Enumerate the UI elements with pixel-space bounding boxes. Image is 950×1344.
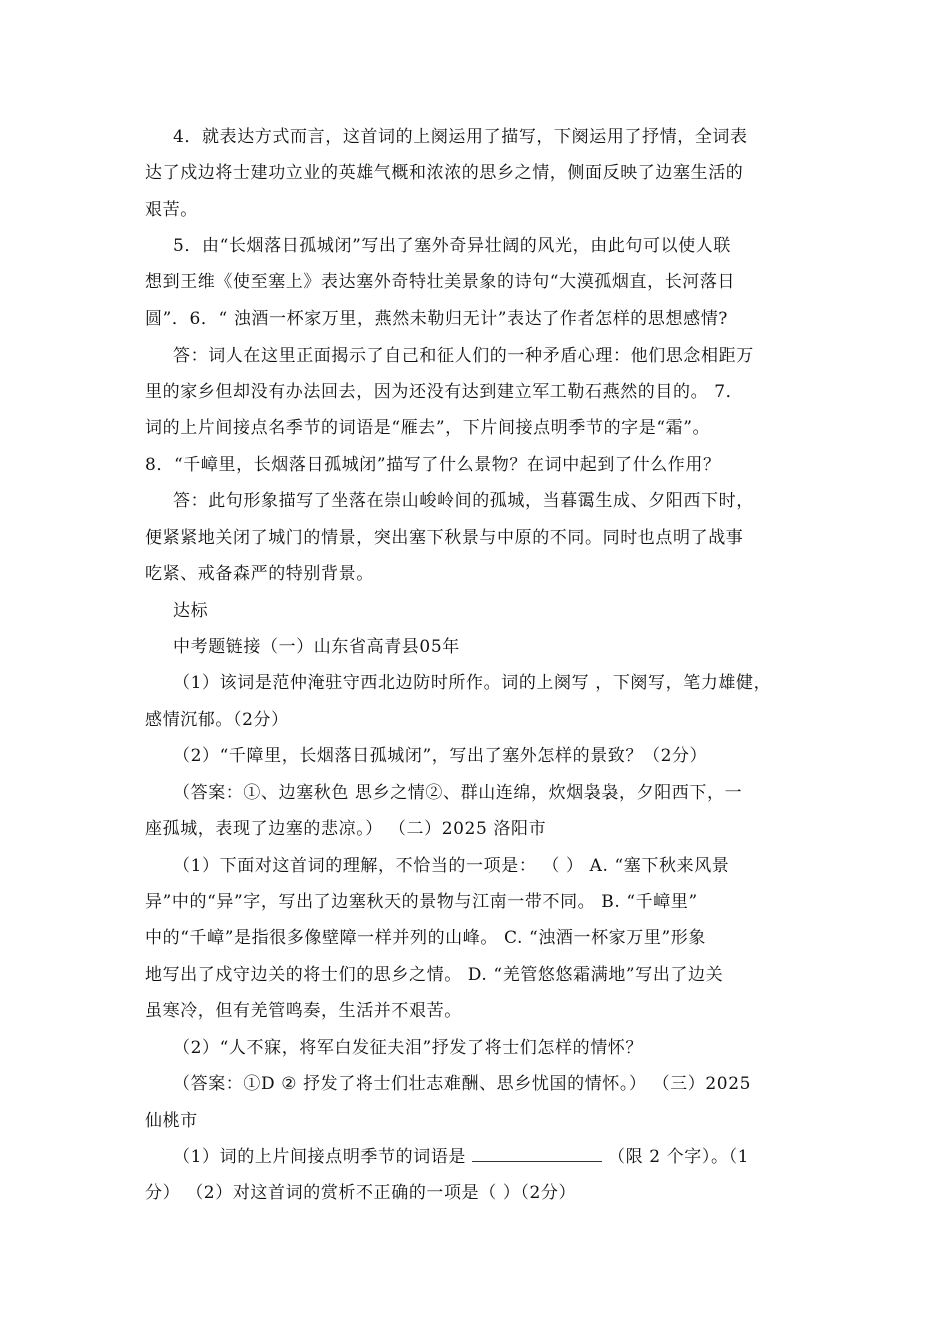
text-line: 答：此句形象描写了坐落在崇山峻岭间的孤城，当暮霭生成、夕阳西下时， (173, 491, 754, 511)
text-line: 4．就表达方式而言，这首词的上阕运用了描写，下阕运用了抒情，全词表 (173, 127, 748, 147)
text-line: 分） （2）对这首词的赏析不正确的一项是（ ）（2分） (145, 1183, 577, 1203)
text-line: 中的“千嶂”是指很多像壁障一样并列的山峰。 C. “浊酒一杯家万里”形象 (145, 928, 706, 948)
text-line: 想到王维《使至塞上》表达塞外奇特壮美景象的诗句“大漠孤烟直，长河落日 (145, 272, 736, 292)
text-line (173, 1146, 749, 1168)
text-line: （2）“千障里，长烟落日孤城闭”，写出了塞外怎样的景致？（2分） (173, 746, 708, 766)
text-line: （1）该词是范仲淹驻守西北边防时所作。词的上阕写 ，下阕写，笔力雄健， (173, 673, 772, 693)
text-line: 词的上片间接点名季节的词语是“雁去”，下片间接点明季节的字是“霜”。 (145, 418, 711, 438)
question-text: （限 2 个字）。（1 (608, 1147, 750, 1167)
text-line: 中考题链接（一）山东省高青县05年 (173, 637, 460, 657)
text-line: 座孤城，表现了边塞的悲凉。） （二）2025 洛阳市 (145, 819, 547, 839)
text-line: 地写出了戍守边关的将士们的思乡之情。 D. “羌管悠悠霜满地”写出了边关 (145, 965, 724, 985)
question-text: （1）词的上片间接点明季节的词语是 (173, 1147, 467, 1167)
text-line: 8．“千嶂里，长烟落日孤城闭”描写了什么景物？在词中起到了什么作用？ (145, 455, 721, 475)
text-line: 里的家乡但却没有办法回去，因为还没有达到建立军工勒石燕然的目的。 7． (145, 382, 744, 402)
section-heading: 达标 (173, 601, 209, 621)
text-line: 艰苦。 (145, 200, 198, 220)
text-line: 圆”．6．“ 浊酒一杯家万里，燕然未勒归无计”表达了作者怎样的思想感情? (145, 309, 729, 329)
text-line: （答案：①D ② 抒发了将士们壮志难酬、思乡忧国的情怀。） （三）2025 (173, 1074, 752, 1094)
text-line: （1）下面对这首词的理解，不恰当的一项是： （ ） A. “塞下秋来风景 (173, 856, 730, 876)
text-line: 仙桃市 (145, 1111, 198, 1131)
text-line: （2）“人不寐，将军白发征夫泪”抒发了将士们怎样的情怀？ (173, 1038, 643, 1058)
text-line: 答：词人在这里正面揭示了自己和征人们的一种矛盾心理：他们思念相距万 (173, 346, 754, 366)
text-line: 5．由“长烟落日孤城闭”写出了塞外奇异壮阔的风光，由此句可以使人联 (173, 236, 731, 256)
text-line: 达了戍边将士建功立业的英雄气概和浓浓的思乡之情，侧面反映了边塞生活的 (145, 163, 744, 183)
text-line: 虽寒冷，但有羌管鸣奏，生活并不艰苦。 (145, 1001, 462, 1021)
answer-blank[interactable] (472, 1147, 602, 1162)
text-line: 吃紧、戒备森严的特别背景。 (145, 564, 374, 584)
text-line: 便紧紧地关闭了城门的情景，突出塞下秋景与中原的不同。同时也点明了战事 (145, 528, 744, 548)
text-line: （答案：①、边塞秋色 思乡之情②、群山连绵，炊烟袅袅，夕阳西下，一 (173, 783, 743, 803)
text-line: 异”中的“异”字，写出了边塞秋天的景物与江南一带不同。 B. “千嶂里” (145, 892, 698, 912)
text-line: 感情沉郁。（2分） (145, 710, 289, 730)
